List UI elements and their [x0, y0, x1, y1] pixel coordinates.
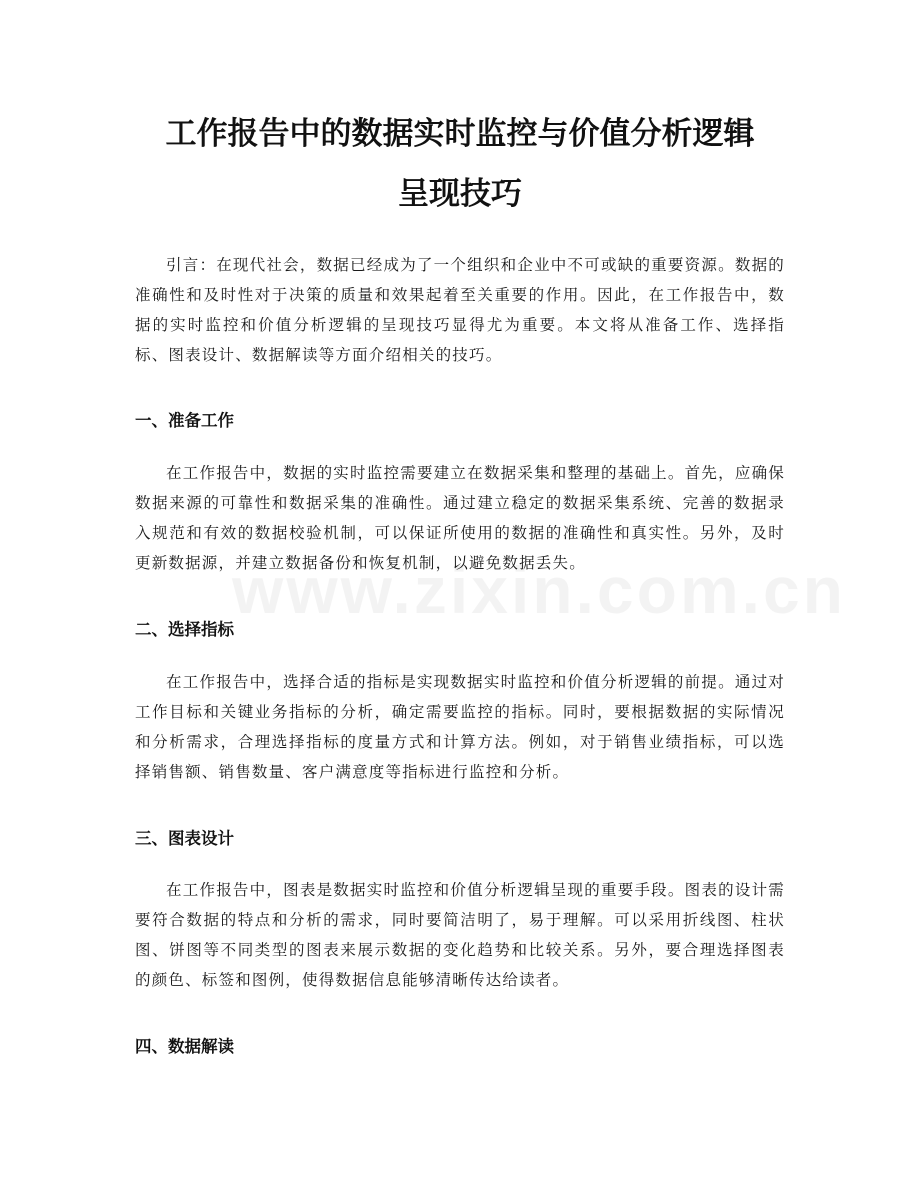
intro-paragraph: 引言：在现代社会，数据已经成为了一个组织和企业中不可或缺的重要资源。数据的准确性和及时性对于决策的质量和效果起着至关重要的作用。因此，在工作报告中，数据的实时监控和价值分析逻辑的呈现技巧显得尤为重要。本文将从准备工作、选择指标、图表设计、数据解读等方面介绍相关的技巧。 [135, 256, 785, 364]
section-heading-chart-design: 三、图表设计 [135, 829, 234, 848]
section-body-chart-design: 在工作报告中，图表是数据实时监控和价值分析逻辑呈现的重要手段。图表的设计需要符合数据的特点和分析的需求，同时要简洁明了，易于理解。可以采用折线图、柱状图、饼图等不同类型的图表来展示数据的变化趋势和比较关系。另外，要合理选择图表的颜色、标签和图例，使得数据信息能够清晰传达给读者。 [135, 881, 785, 989]
document-title-line2: 呈现技巧 [398, 176, 522, 212]
section-body-preparation: 在工作报告中，数据的实时监控需要建立在数据采集和整理的基础上。首先，应确保数据来源的可靠性和数据采集的准确性。通过建立稳定的数据采集系统、完善的数据录入规范和有效的数据校验机制，可以保证所使用的数据的准确性和真实性。另外，及时更新数据源，并建立数据备份和恢复机制，以避免数据丢失。 [135, 464, 785, 572]
document-title-line1: 工作报告中的数据实时监控与价值分析逻辑 [165, 116, 755, 152]
section-heading-indicators: 二、选择指标 [135, 620, 234, 639]
section-heading-preparation: 一、准备工作 [135, 411, 234, 430]
section-body-indicators: 在工作报告中，选择合适的指标是实现数据实时监控和价值分析逻辑的前提。通过对工作目标和关键业务指标的分析，确定需要监控的指标。同时，要根据数据的实际情况和分析需求，合理选择指标的度量方式和计算方法。例如，对于销售业绩指标，可以选择销售额、销售数量、客户满意度等指标进行监控和分析。 [135, 673, 785, 781]
section-heading-data-interpretation: 四、数据解读 [135, 1037, 234, 1056]
